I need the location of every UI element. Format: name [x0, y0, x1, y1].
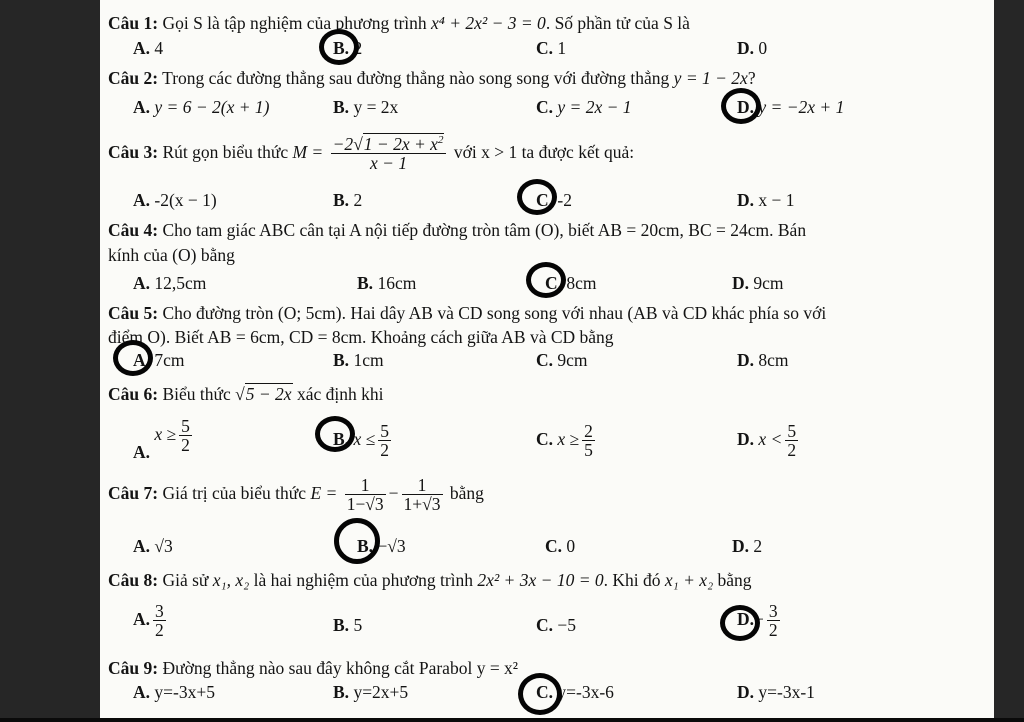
answer-circle-q3: [517, 179, 557, 215]
q7-option-d[interactable]: [732, 538, 762, 556]
q8-text: Giả sử: [162, 570, 209, 590]
q5-c-label: C.: [536, 350, 554, 370]
q9-a-text: y=-3x+5: [154, 682, 215, 702]
q6-text: Biểu thức: [162, 384, 231, 404]
q6-d-num: 5: [787, 421, 797, 441]
question-6: Câu 6: Biểu thức √5 − 2x xác định khi: [108, 384, 384, 404]
q2-d-text: y = −2x + 1: [758, 97, 845, 117]
q6-a-rel: x ≥: [154, 423, 177, 444]
q3-label: Câu 3:: [108, 141, 159, 162]
q6-d-den: 2: [787, 440, 797, 461]
q8-label: Câu 8:: [108, 570, 159, 590]
q7-fraction-1: [345, 476, 386, 514]
q6-d-label: D.: [737, 428, 755, 449]
q8-sum: x₁ + x₂: [664, 570, 714, 590]
answer-circle-q7: [334, 518, 380, 564]
q3-radicand-text: 1 − 2x + x: [363, 134, 438, 154]
q8-option-a[interactable]: [133, 602, 169, 640]
q5-option-c[interactable]: [536, 352, 588, 370]
q8-d-sign: −: [754, 608, 764, 629]
q2-tail: ?: [747, 68, 756, 88]
bottom-edge: [0, 718, 1024, 722]
question-8: [108, 572, 752, 590]
q7-c-label: C.: [545, 536, 563, 556]
q8-c-text: −5: [557, 615, 577, 635]
q9-b-text: y=2x+5: [353, 682, 409, 702]
q6-a-num: 5: [181, 416, 190, 436]
q6-option-d[interactable]: [737, 422, 801, 460]
q1-d-text: 0: [758, 38, 768, 58]
q8-vars: x₁, x₂: [212, 570, 250, 590]
q6-c-den: 5: [584, 440, 593, 461]
q1-tail: . Số phần tử của S là: [545, 13, 690, 33]
q7-option-c[interactable]: [545, 538, 575, 556]
q4-option-d[interactable]: [732, 275, 784, 293]
q3-b-text: 2: [353, 190, 363, 210]
q8-b-label: B.: [333, 615, 350, 635]
q6-c-rel: x ≥: [557, 428, 580, 449]
q4-text: Cho tam giác ABC cân tại A nội tiếp đường tròn tâm (O), biết AB = 20cm, BC = 24cm. Bán: [162, 220, 807, 240]
q6-a-label: A.: [133, 441, 151, 462]
q3-b-label: B.: [333, 190, 350, 210]
q8-text-c: . Khi đó: [603, 570, 661, 590]
q4-a-text: 12,5cm: [154, 273, 207, 293]
q1-b-label: B.: [333, 38, 350, 58]
answer-circle-q5: [113, 340, 153, 376]
q8-b-text: 5: [353, 615, 363, 635]
q8-d-num: 3: [768, 601, 778, 621]
q1-option-a[interactable]: [133, 40, 163, 58]
q5-c-text: 9cm: [557, 350, 588, 370]
q9-option-a[interactable]: [133, 684, 215, 702]
question-7: Câu 7: Giá trị của biểu thức E = $\frac{1}{1-√3}$ − $\frac{1}{1+√3}$ bằng: [108, 475, 484, 515]
answer-circle-q2: [721, 88, 761, 124]
q5-option-b[interactable]: [333, 352, 384, 370]
q6-d-fraction: [785, 422, 798, 460]
q6-b-rel: x ≤: [353, 428, 376, 449]
q7-option-a[interactable]: [133, 538, 173, 556]
q2-option-b[interactable]: [333, 99, 398, 117]
q5-a-label: A.: [133, 350, 151, 370]
q5-text-line2: điểm O). Biết AB = 6cm, CD = 8cm. Khoảng cách giữa AB và CD bằng: [108, 327, 614, 347]
q1-option-c[interactable]: [536, 40, 566, 58]
q3-fraction: [331, 135, 447, 173]
q2-d-label: D.: [737, 97, 755, 117]
q4-label: Câu 4:: [108, 220, 159, 240]
q6-c-label: C.: [536, 428, 554, 449]
answer-circle-q1: [319, 29, 359, 65]
q5-d-label: D.: [737, 350, 755, 370]
q1-option-d[interactable]: [737, 40, 767, 58]
q4-option-a[interactable]: [133, 275, 206, 293]
q9-d-text: y=-3x-1: [758, 682, 815, 702]
q8-text-b: là hai nghiệm của phương trình: [253, 570, 474, 590]
q6-c-num: 2: [584, 421, 593, 441]
answer-circle-q4: [526, 262, 566, 298]
q9-b-label: B.: [333, 682, 350, 702]
q4-option-b[interactable]: [357, 275, 416, 293]
q4-c-text: 8cm: [566, 273, 597, 293]
q2-a-text: y = 6 − 2(x + 1): [154, 97, 270, 117]
q8-equation: 2x² + 3x − 10 = 0: [477, 570, 604, 590]
q6-b-den: 2: [380, 440, 389, 461]
q7-f2-num: 1: [417, 475, 427, 495]
q3-text: Rút gọn biểu thức: [162, 141, 289, 162]
q9-text: Đường thẳng nào sau đây không cắt Parabol: [162, 658, 473, 678]
q3-radicand: $1 - 2x + x^2$: [363, 134, 444, 154]
q7-b-label: B.: [357, 536, 374, 556]
q9-a-label: A.: [133, 682, 151, 702]
q9-equation: y = x²: [476, 658, 519, 678]
q3-d-label: D.: [737, 190, 755, 210]
q5-a-text: 7cm: [154, 350, 185, 370]
q4-a-label: A.: [133, 273, 151, 293]
q7-f2-den: 1+√3: [403, 494, 441, 515]
q4-text-line2: kính của (O) bằng: [108, 245, 235, 265]
q1-c-label: C.: [536, 38, 554, 58]
q3-num-coef: −2: [332, 134, 354, 154]
q1-a-label: A.: [133, 38, 151, 58]
q2-b-label: B.: [333, 97, 350, 117]
q3-d-text: x − 1: [758, 190, 795, 210]
q8-d-den: 2: [768, 620, 778, 641]
q1-d-label: D.: [737, 38, 755, 58]
q6-tail: xác định khi: [296, 384, 384, 404]
q2-equation: y = 1 − 2x: [673, 68, 748, 88]
q7-d-text: 2: [753, 536, 763, 556]
q6-option-a[interactable]: [133, 416, 195, 462]
q2-option-c[interactable]: [536, 99, 632, 117]
q5-option-d[interactable]: [737, 352, 789, 370]
q1-label: Câu 1:: [108, 13, 159, 33]
q6-a-fraction: [179, 417, 192, 455]
question-2: [108, 70, 756, 88]
answer-circle-q6: [315, 416, 355, 452]
q8-a-fraction: [153, 602, 166, 640]
q9-label: Câu 9:: [108, 658, 159, 678]
q3-option-b[interactable]: [333, 192, 362, 210]
q1-equation: x⁴ + 2x² − 3 = 0: [431, 13, 546, 33]
q6-radicand: 5 − 2x: [245, 384, 292, 404]
q7-f1-num: 1: [360, 475, 370, 495]
q6-c-fraction: [582, 422, 595, 460]
q2-c-label: C.: [536, 97, 554, 117]
q7-a-text: √3: [154, 536, 173, 556]
q7-b-text: −√3: [377, 536, 406, 556]
question-5: [108, 305, 826, 323]
q3-lhs: M =: [292, 141, 324, 162]
q1-text: Gọi S là tập nghiệm của phương trình: [162, 13, 427, 33]
q3-c-label: C.: [536, 190, 554, 210]
q3-option-a[interactable]: [133, 192, 217, 210]
answer-circle-q8: [720, 605, 760, 641]
q5-b-label: B.: [333, 350, 350, 370]
q3-tail: với x > 1 ta được kết quả:: [453, 141, 635, 162]
q1-b-text: 2: [353, 38, 363, 58]
q7-text: Giá trị của biểu thức: [162, 482, 307, 503]
q8-d-fraction: [767, 602, 780, 640]
q9-option-d[interactable]: [737, 684, 815, 702]
q8-option-c[interactable]: [536, 617, 576, 635]
q8-c-label: C.: [536, 615, 554, 635]
q7-f1-den: 1−√3: [346, 494, 384, 515]
q6-d-rel: x <: [758, 428, 783, 449]
q7-lhs: E =: [310, 482, 338, 503]
q9-c-text: y=-3x-6: [557, 682, 614, 702]
q2-b-text: y = 2x: [353, 97, 399, 117]
q3-numerator: $-2√1 - 2x + x^2$: [332, 134, 444, 154]
q6-b-num: 5: [380, 421, 389, 441]
q6-b-label: B.: [333, 428, 350, 449]
q4-b-text: 16cm: [377, 273, 417, 293]
answer-circle-q9: [518, 673, 562, 715]
q5-text: Cho đường tròn (O; 5cm). Hai dây AB và CD song song với nhau (AB và CD khác phía so với: [162, 303, 827, 323]
q8-a-num: 3: [155, 601, 164, 621]
q6-b-fraction: [378, 422, 391, 460]
q6-a-den: 2: [181, 435, 190, 456]
q4-d-label: D.: [732, 273, 750, 293]
q9-option-b[interactable]: [333, 684, 408, 702]
q2-c-text: y = 2x − 1: [557, 97, 632, 117]
q3-a-label: A.: [133, 190, 151, 210]
q6-option-c[interactable]: [536, 422, 598, 460]
q7-a-label: A.: [133, 536, 151, 556]
q2-text: Trong các đường thẳng sau đường thẳng nào song song với đường thẳng: [162, 68, 670, 88]
q7-c-text: 0: [566, 536, 576, 556]
q7-label: Câu 7:: [108, 482, 159, 503]
q2-a-label: A.: [133, 97, 151, 117]
q2-label: Câu 2:: [108, 68, 159, 88]
q5-d-text: 8cm: [758, 350, 789, 370]
q7-tail: bằng: [449, 482, 484, 503]
q1-a-text: 4: [154, 38, 164, 58]
q1-c-text: 1: [557, 38, 567, 58]
q8-a-label: A.: [133, 608, 151, 629]
q3-c-text: -2: [557, 190, 572, 210]
q8-tail: bằng: [717, 570, 752, 590]
question-9: [108, 660, 518, 678]
q7-fraction-2: [402, 476, 443, 514]
q8-a-den: 2: [155, 620, 164, 641]
q8-option-b[interactable]: [333, 617, 362, 635]
q8-d-label: D.: [737, 608, 755, 629]
question-3: [108, 135, 634, 173]
q9-d-label: D.: [737, 682, 755, 702]
q3-option-d[interactable]: [737, 192, 795, 210]
q5-label: Câu 5:: [108, 303, 159, 323]
q4-b-label: B.: [357, 273, 374, 293]
q2-option-a[interactable]: [133, 99, 270, 117]
q9-c-label: C.: [536, 682, 554, 702]
question-1: [108, 15, 690, 33]
q3-a-text: -2(x − 1): [154, 190, 217, 210]
q4-c-label: C.: [545, 273, 563, 293]
q5-b-text: 1cm: [353, 350, 384, 370]
q7-d-label: D.: [732, 536, 750, 556]
q3-denominator: x − 1: [331, 153, 447, 172]
q4-d-text: 9cm: [753, 273, 784, 293]
q6-label: Câu 6:: [108, 384, 159, 404]
question-4: [108, 222, 806, 240]
